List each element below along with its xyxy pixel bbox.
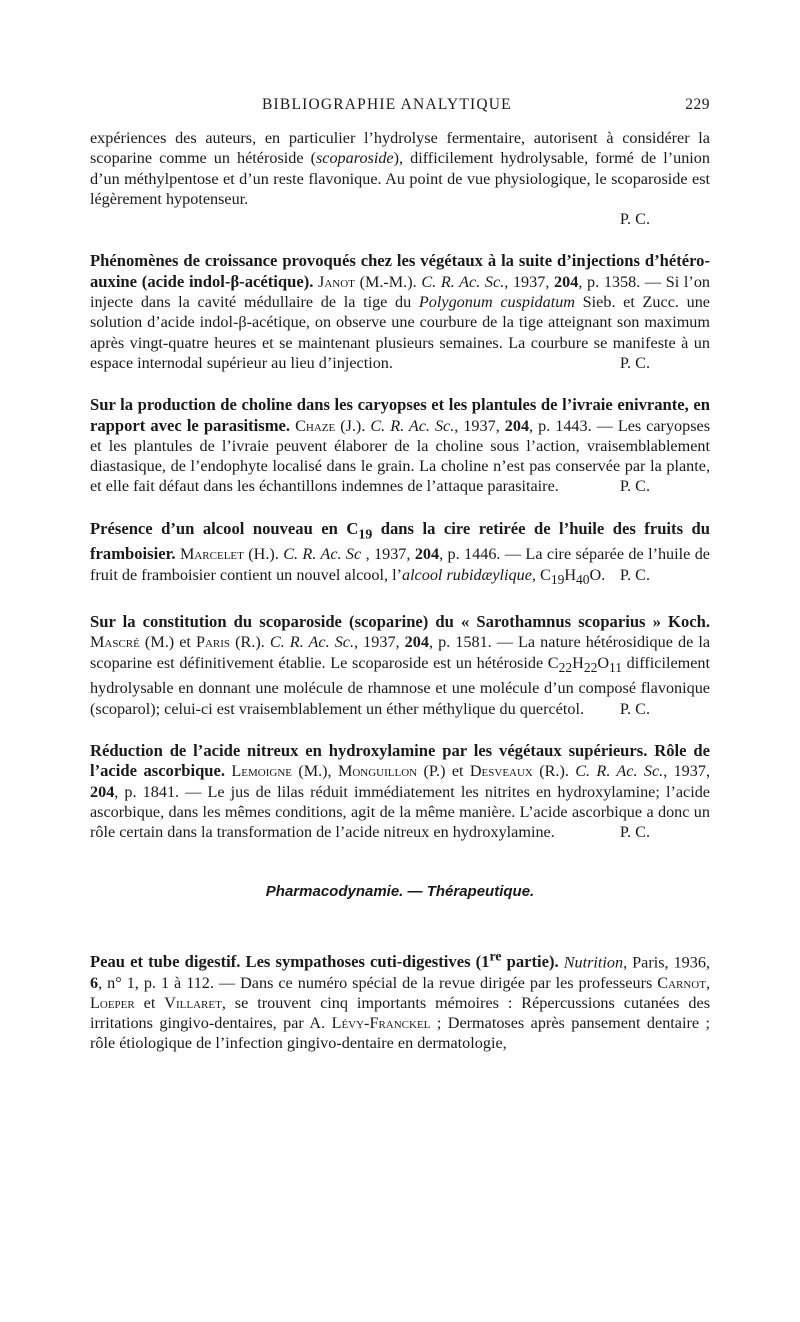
entry-initials: P. C.: [619, 699, 650, 718]
entry-title: Peau et tube digestif. Les sympathoses cuti-digestives (1re partie).: [90, 948, 559, 972]
entry-text: Présence d’un alcool nouveau en $C_{19}$ dans la cire retirée de l’huile des fruits du framboisier. Marcelet (H.). C. R. Ac. Sc , 1937, 204, p. 1446. — La cire séparée de l’huile de fruit de framboisier contient un nouvel alcool, l’alcool rubidæylique, $C_{19}H_{40}O$. P. C.: [90, 518, 710, 587]
entry-scoparoside: [90, 612, 710, 719]
entry-author: Monguillon: [337, 762, 418, 781]
entry-author: Lemoigne: [231, 762, 292, 781]
entry-title: Sur la production de choline dans les caryopses et les plantules de l’ivraie enivrante, en rapport avec le parasitisme.: [90, 395, 710, 435]
entry-initials: P. C.: [619, 565, 650, 584]
entry-alcool: [90, 519, 710, 590]
entry-acide-nitreux: [90, 741, 710, 842]
entry-title: Phénomènes de croissance provoqués chez les végétaux à la suite d’injections d’hétéro-auxine (acide indol-β-acétique).: [90, 251, 710, 291]
page-number: 229: [685, 96, 710, 113]
running-title: BIBLIOGRAPHIE ANALYTIQUE: [262, 96, 512, 113]
entry-author: Janot: [318, 272, 355, 291]
entry-text: Peau et tube digestif. Les sympathoses cuti-digestives (1re partie). Nutrition, Paris, 1936, 6, n° 1, p. 1 à 112. — Dans ce numéro spécial de la revue dirigée par les professeurs Carnot, Loeper et Villaret, se trouvent cinq importants mémoires : Répercussions cutanées des irritations gingivo-dentaires, par A. Lévy-Franckel ; Dermatoses après pansement dentaire ; rôle étiologique de l’infection gingivo-dentaire en dermatologie,: [90, 948, 710, 1053]
entry-peau: [90, 947, 710, 1054]
entry-initials: P. C.: [619, 477, 650, 496]
entry-initials: P. C.: [619, 823, 650, 842]
entry-title: Réduction de l’acide nitreux en hydroxylamine par les végétaux supérieurs. Rôle de l’acide ascorbique.: [90, 740, 710, 781]
entry-author: Marcelet: [179, 545, 244, 564]
entry-text: Phénomènes de croissance provoqués chez les végétaux à la suite d’injections d’hétéro-auxine (acide indol-β-acétique). Janot (M.-M.). C. R. Ac. Sc., 1937, 204, p. 1358. — Si l’on injecte dans la cavité médullaire de la tige du Polygonum cuspidatum Sieb. et Zucc. une solution d’acide indol-β-acétique, on observe une courbure de la tige atteignant son maximum après vingt-quatre heures et se maintenant plusieurs semaines. La courbure se manifeste à un espace internodal supérieur au lieu d’injection. P. C.: [90, 251, 711, 372]
entry-author: Desveaux: [469, 762, 533, 781]
entry-initials: P. C.: [619, 353, 650, 372]
entry-text: Sur la constitution du scoparoside (scoparine) du « Sarothamnus scoparius » Koch. Mascré (M.) et Paris (R.). C. R. Ac. Sc., 1937, 204, p. 1581. — La nature hétérosidique de la scoparine est définitivement établie. Le scoparoside est un hétéroside $C_{22}H_{22}O_{11}$ difficilement hydrolysable en donnant une molécule de rhamnose et une molécule d’un composé flavonique (scoparol); celui-ci est vraisemblablement un éther méthylique du quercétol. P. C.: [90, 612, 711, 718]
entry-croissance: [90, 251, 710, 373]
entry-title: Sur la constitution du scoparoside (scoparine) du « Sarothamnus scoparius » Koch.: [90, 612, 710, 632]
entry-text: expériences des auteurs, en particulier l’hydrolyse fermentaire, autorisent à considérer la scoparine comme un hétéroside (scoparoside), difficilement hydrolysable, formé de l’union d’un méthylpentose et d’un reste flavonique. Au point de vue physiologique, le scoparoside est légèrement hypotenseur.: [90, 129, 710, 208]
entry-title: Présence d’un alcool nouveau en $C_{19}$ dans la cire retirée de l’huile des fruits du framboisier.: [90, 518, 710, 564]
entry-author: Paris: [195, 633, 231, 652]
entry-author: Mascré: [90, 633, 140, 652]
section-heading: Pharmacodynamie. — Thérapeutique.: [265, 883, 535, 901]
entry-initials: P. C.: [619, 210, 650, 229]
page-body: [90, 128, 710, 1054]
entry-text: Sur la production de choline dans les caryopses et les plantules de l’ivraie enivrante, en rapport avec le parasitisme. Chaze (J.). C. R. Ac. Sc., 1937, 204, p. 1443. — Les caryopses et les plantules de l’ivraie peuvent élaborer de la choline sous l’action, vraisemblablement diastasique, de l’endophyte localisé dans le grain. La choline n’est pas conservée par la plante, et elle fait défaut dans les échantillons indemnes de l’attaque parasitaire. P. C.: [90, 395, 711, 496]
entry-author: Chaze: [295, 416, 336, 435]
entry-text: Réduction de l’acide nitreux en hydroxylamine par les végétaux supérieurs. Rôle de l’acide ascorbique. Lemoigne (M.), Monguillon (P.) et Desveaux (R.). C. R. Ac. Sc., 1937, 204, p. 1841. — Le jus de lilas réduit immédiatement les nitrites en hydroxylamine; l’acide ascorbique, dans les mêmes conditions, agit de la même manière. L’acide ascorbique a donc un rôle certain dans la transformation de l’acide nitreux en hydroxylamine. P. C.: [90, 740, 711, 842]
entry-choline: [90, 395, 710, 496]
entry-continuation: [90, 128, 710, 229]
